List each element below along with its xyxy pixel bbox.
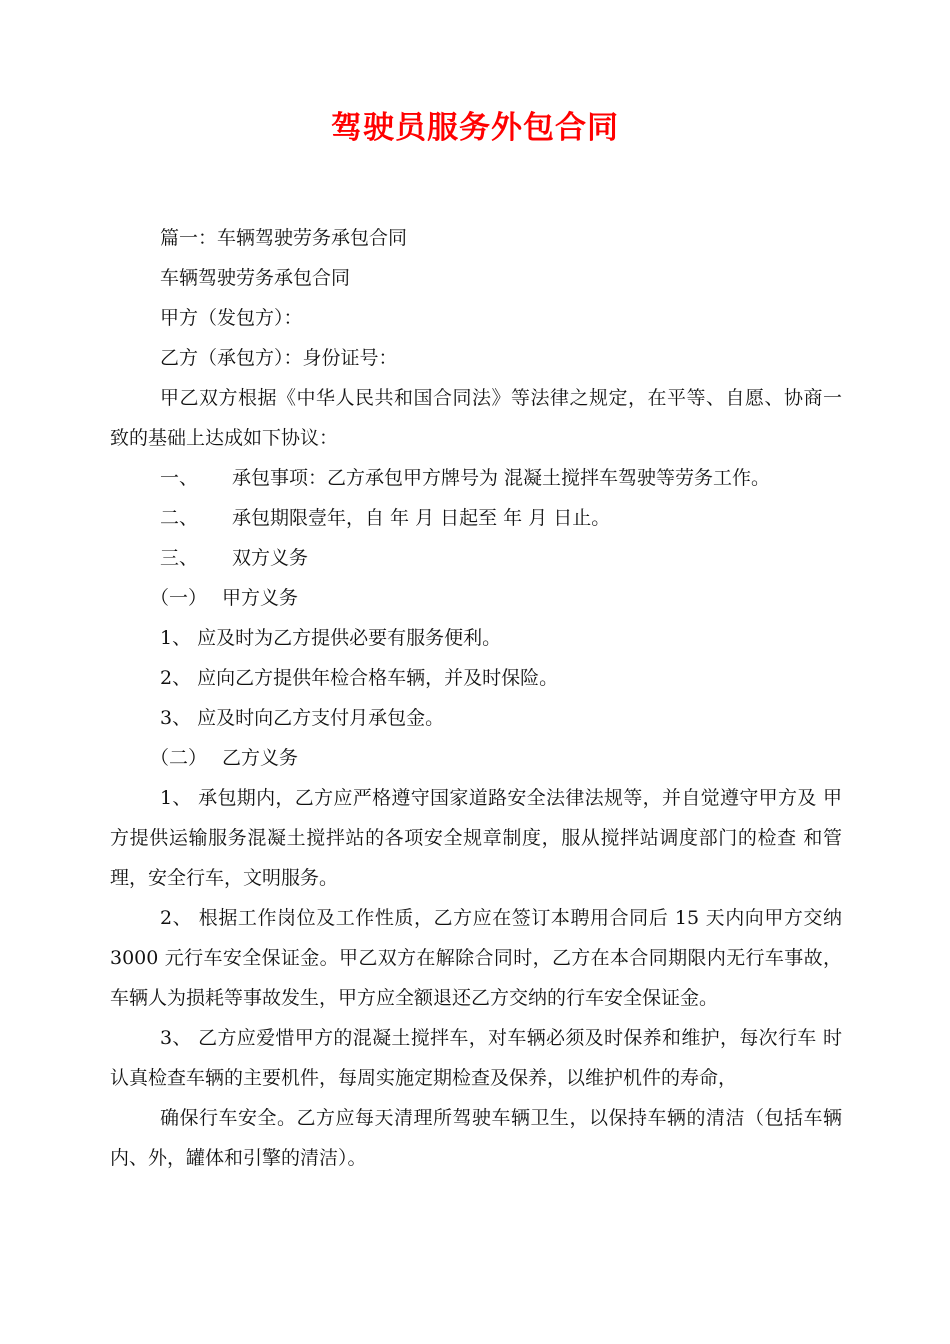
article-number: 二、 xyxy=(160,507,199,529)
article-number: 一、 xyxy=(160,467,199,489)
article-2 xyxy=(110,498,842,538)
party-b-obligations-heading xyxy=(110,738,842,778)
article-text: 承包事项：乙方承包甲方牌号为 混凝土搅拌车驾驶等劳务工作。 xyxy=(232,467,771,489)
party-a-item-3: 3、 应及时向乙方支付月承包金。 xyxy=(160,707,445,729)
article-text: 双方义务 xyxy=(232,547,309,569)
party-a-item-2: 2、 应向乙方提供年检合格车辆，并及时保险。 xyxy=(160,667,559,689)
subsection-title: 甲方义务 xyxy=(222,587,299,609)
party-b-line: 乙方（承包方）：身份证号： xyxy=(160,347,398,369)
party-b-item-3-continued: 确保行车安全。乙方应每天清理所驾驶车辆卫生，以保持车辆的清洁（包括车辆内、外，罐体和引擎的清洁）。 xyxy=(110,1107,842,1169)
contract-name: 车辆驾驶劳务承包合同 xyxy=(160,267,351,289)
article-text: 承包期限壹年，自 年 月 日起至 年 月 日止。 xyxy=(232,507,611,529)
document-body xyxy=(110,218,842,1178)
party-a-item-1: 1、 应及时为乙方提供必要有服务便利。 xyxy=(160,627,502,649)
party-a-obligations-heading xyxy=(110,578,842,618)
article-3 xyxy=(110,538,842,578)
subsection-number: （二） xyxy=(150,747,208,769)
article-number: 三、 xyxy=(160,547,199,569)
party-b-item-2: 2、 根据工作岗位及工作性质，乙方应在签订本聘用合同后 15 天内向甲方交纳 3000 元行车安全保证金。甲乙双方在解除合同时，乙方在本合同期限内无行车事故，车辆人为损耗等事故发生，甲方应全额退还乙方交纳的行车安全保证金。 xyxy=(110,907,842,1009)
subsection-number: （一） xyxy=(150,587,208,609)
party-a-line: 甲方（发包方）： xyxy=(160,307,303,329)
document-title: 驾驶员服务外包合同 xyxy=(331,110,619,146)
subsection-title: 乙方义务 xyxy=(222,747,299,769)
party-b-item-3: 3、 乙方应爱惜甲方的混凝土搅拌车，对车辆必须及时保养和维护，每次行车 时认真检查车辆的主要机件，每周实施定期检查及保养，以维护机件的寿命， xyxy=(110,1027,842,1089)
preamble-paragraph: 甲乙双方根据《中华人民共和国合同法》等法律之规定，在平等、自愿、协商一致的基础上达成如下协议： xyxy=(110,387,842,449)
article-1 xyxy=(110,458,842,498)
party-b-item-1: 1、 承包期内，乙方应严格遵守国家道路安全法律法规等，并自觉遵守甲方及 甲方提供运输服务混凝土搅拌站的各项安全规章制度，服从搅拌站调度部门的检查 和管理，安全行车，文明服务。 xyxy=(110,787,842,889)
section-heading: 篇一：车辆驾驶劳务承包合同 xyxy=(160,227,408,249)
